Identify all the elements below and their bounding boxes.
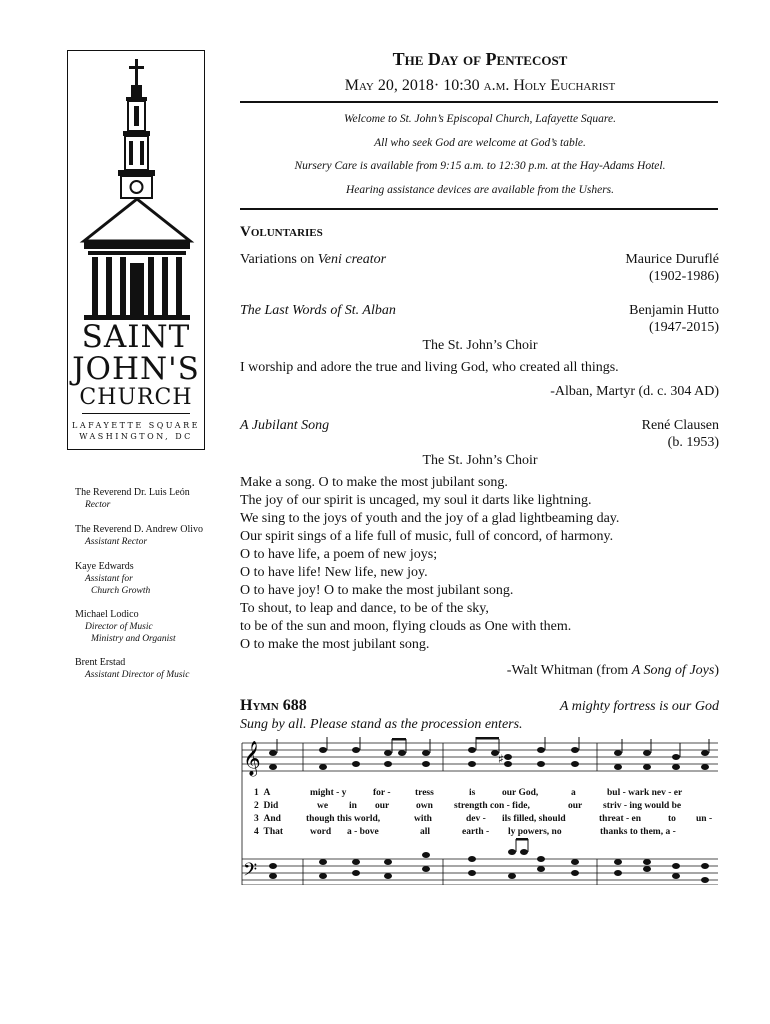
lyric-line: O to have life! New life, new joy. xyxy=(240,565,428,580)
staff-list xyxy=(75,487,235,681)
syllable: earth - xyxy=(462,827,490,837)
page-title: The Day of Pentecost xyxy=(392,49,568,69)
staff-role: Director of Music xyxy=(85,622,153,632)
treble-notes xyxy=(269,747,709,770)
syllable: a xyxy=(571,788,576,798)
lyric-line: O to have joy! O to make the most jubilant song. xyxy=(240,583,514,598)
church-logo xyxy=(67,50,205,450)
welcome-block xyxy=(240,108,720,202)
piece2-title: The Last Words of St. Alban xyxy=(240,303,396,318)
logo-divider xyxy=(82,413,190,414)
hymn-music xyxy=(240,735,720,885)
staff-entry xyxy=(75,487,235,511)
syllable: striv - ing would be xyxy=(603,801,682,811)
piece1-title-italic: Veni creator xyxy=(317,252,387,267)
syllable: is xyxy=(469,788,476,798)
lyric-line: To shout, to leap and dance, to be of the sky, xyxy=(240,601,489,616)
piece1-dates: (1902-1986) xyxy=(649,269,719,284)
syllable: And xyxy=(263,814,281,824)
logo-sub-line2: WASHINGTON, DC xyxy=(79,432,193,441)
header-rule-bottom xyxy=(240,208,718,210)
piece2-performer: The St. John’s Choir xyxy=(422,338,538,353)
hymn-instruction: Sung by all. Please stand as the procession enters. xyxy=(240,717,523,732)
staff-role: Assistant Director of Music xyxy=(85,670,190,680)
syllable: threat - en xyxy=(599,814,642,824)
verse-2 xyxy=(254,801,278,811)
piece2-attribution: -Alban, Martyr (d. c. 304 AD) xyxy=(550,384,719,399)
piece1-title-prefix: Variations on xyxy=(240,252,318,267)
attribution-work: A Song of Joys xyxy=(631,663,715,678)
piece2-composer: Benjamin Hutto xyxy=(629,303,719,318)
staff-role: Ministry and Organist xyxy=(91,634,176,644)
staff-role: Assistant for xyxy=(85,574,133,584)
logo-word-johns: JOHN'S xyxy=(72,351,200,387)
piece3-title: A Jubilant Song xyxy=(240,418,330,433)
syllable: own xyxy=(416,801,433,811)
piece3-composer: René Clausen xyxy=(641,418,719,433)
logo-word-church: CHURCH xyxy=(79,385,193,410)
staff-entry xyxy=(75,561,235,597)
attribution-prefix: -Walt Whitman (from xyxy=(506,663,632,678)
welcome-line: Welcome to St. John’s Episcopal Church, Lafayette Square. xyxy=(344,113,616,125)
welcome-line: All who seek God are welcome at God’s table. xyxy=(374,136,586,149)
lyric-line: to be of the sun and moon, flying clouds as One with them. xyxy=(240,619,572,634)
staff-name: Michael Lodico xyxy=(75,609,139,620)
staff-name: Brent Erstad xyxy=(75,657,126,668)
syllable: Did xyxy=(263,801,279,811)
logo-word-saint: SAINT xyxy=(81,319,191,355)
syllable: dev - xyxy=(466,814,486,824)
syllable: word xyxy=(310,827,332,837)
staff-entry xyxy=(75,609,235,645)
syllable: our xyxy=(568,801,583,811)
verse-1 xyxy=(254,788,270,798)
piece1-composer: Maurice Duruflé xyxy=(625,252,719,267)
lyric-line: O to make the most jubilant song. xyxy=(240,637,430,652)
piece3-performer: The St. John’s Choir xyxy=(422,453,538,468)
piece3-lyrics xyxy=(240,474,720,654)
staff-role: Rector xyxy=(85,500,111,510)
lyric-line: We sing to the joys of youth and the joy of a glad lightbeaming day. xyxy=(240,511,620,526)
syllable: ils filled, should xyxy=(502,814,566,824)
syllable: might - y xyxy=(310,788,347,798)
lyric-line: O to have life, a poem of new joys; xyxy=(240,547,438,562)
syllable: we xyxy=(317,801,329,811)
staff-entry xyxy=(75,524,235,548)
logo-sub-line1: LAFAYETTE SQUARE xyxy=(72,421,200,430)
treble-clef-icon: 𝄞 xyxy=(243,741,261,776)
lyric-line: Make a song. O to make the most jubilant song. xyxy=(240,475,508,490)
syllable: That xyxy=(263,827,284,837)
staff-entry xyxy=(75,657,235,681)
verse-4 xyxy=(254,827,283,837)
piece2-text: I worship and adore the true and living God, who created all things. xyxy=(240,360,619,375)
welcome-line: Nursery Care is available from 9:15 a.m. to 12:30 p.m. at the Hay-Adams Hotel. xyxy=(294,160,666,172)
staff-name: The Reverend D. Andrew Olivo xyxy=(75,524,204,535)
syllable: to xyxy=(668,814,676,824)
lyric-line: The joy of our spirit is uncaged, my soul it darts like lightning. xyxy=(240,493,592,508)
header-rule-top xyxy=(240,101,718,103)
piece3-dates: (b. 1953) xyxy=(667,435,719,450)
piece2-dates: (1947-2015) xyxy=(649,320,719,335)
syllable: A xyxy=(263,788,271,798)
verse-number: 1 xyxy=(254,788,259,798)
syllable: for - xyxy=(373,788,391,798)
sharp-icon: ♯ xyxy=(498,752,504,766)
staff-role: Church Growth xyxy=(91,586,151,596)
syllable: our God, xyxy=(502,788,539,798)
syllable: thanks to them, a - xyxy=(600,827,676,837)
staff-role: Assistant Rector xyxy=(85,537,148,547)
service-subtitle: May 20, 2018· 10:30 a.m. Holy Eucharist xyxy=(344,77,616,94)
piece1-title xyxy=(240,251,386,269)
syllable: tress xyxy=(415,788,434,798)
lyric-line: Our spirit sings of a life full of music, full of concord, of harmony. xyxy=(240,529,614,544)
verse-number: 4 xyxy=(254,827,259,837)
verse-number: 2 xyxy=(254,801,259,811)
hymn-tune-title: A mighty fortress is our God xyxy=(559,699,719,714)
staff-name: Kaye Edwards xyxy=(75,561,134,572)
syllable: in xyxy=(349,801,357,811)
syllable: all xyxy=(420,827,431,837)
hymn-heading: Hymn 688 xyxy=(240,697,307,714)
syllable: though this world, xyxy=(306,814,381,824)
verse-number: 3 xyxy=(254,814,259,824)
syllable: un - xyxy=(696,814,713,824)
attribution-suffix: ) xyxy=(714,663,719,678)
syllable: our xyxy=(375,801,390,811)
staff-name: The Reverend Dr. Luis León xyxy=(75,487,190,498)
syllable: a - bove xyxy=(347,827,379,837)
syllable: bul - wark nev - er xyxy=(607,788,683,798)
piece3-attribution xyxy=(420,662,719,680)
syllable: with xyxy=(414,814,432,824)
welcome-line: Hearing assistance devices are available from the Ushers. xyxy=(345,183,615,196)
syllable: ly powers, no xyxy=(508,827,562,837)
bass-clef-icon: 𝄢 xyxy=(243,860,258,885)
syllable: strength con - fide, xyxy=(454,801,530,811)
voluntaries-heading: Voluntaries xyxy=(240,224,323,240)
verse-3 xyxy=(254,814,281,824)
